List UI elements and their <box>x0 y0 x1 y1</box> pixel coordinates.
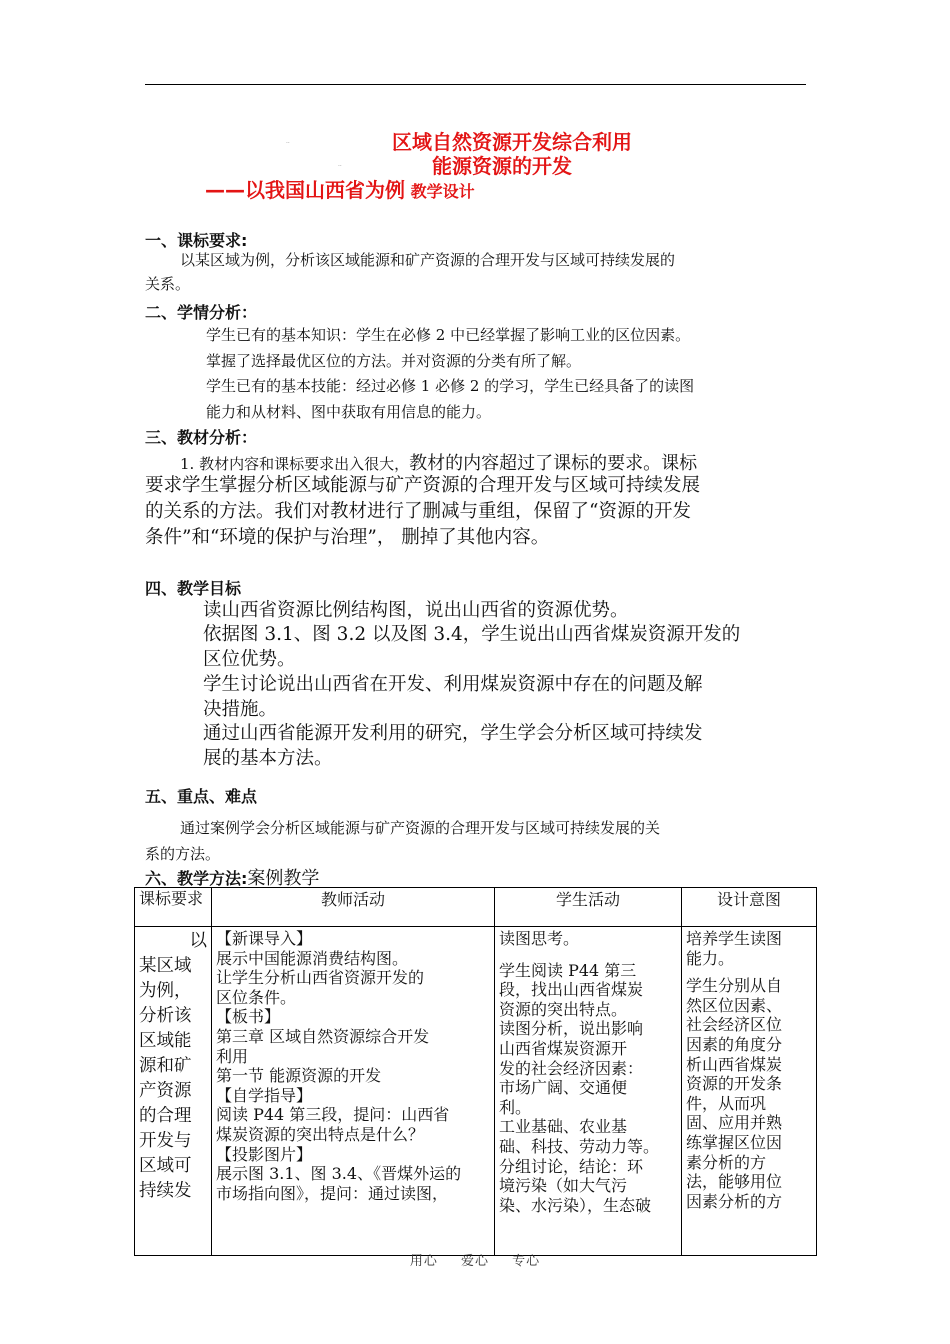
decor-dot: ·· <box>338 163 342 170</box>
cell-line: 源和矿 <box>139 1056 192 1076</box>
header-cell <box>682 888 817 927</box>
cell-line: 工业基础、农业基 <box>499 1117 628 1137</box>
cell-line: 析山西省煤炭 <box>686 1054 783 1074</box>
cell-line: 练掌握区位因 <box>686 1132 783 1152</box>
cell-line: 件，从而巩 <box>686 1093 767 1113</box>
cell-line: 能力。 <box>686 948 735 968</box>
cell-line: 展示图 3.1、图 3.4、《晋煤外运的 <box>216 1164 462 1184</box>
section-3-line-part: 教材的内容超过了课标的要求。课标 <box>409 453 698 474</box>
cell-line: 煤炭资源的突出特点是什么？ <box>216 1124 425 1144</box>
cell-line: 开发与 <box>139 1131 192 1151</box>
header-label: 设计意图 <box>716 890 781 909</box>
section-heading-1: 一、课标要求: <box>145 231 248 250</box>
cell-line: 【新课导入】 <box>216 929 313 948</box>
table-row <box>135 927 817 1256</box>
cell-line: 社会经济区位 <box>686 1015 783 1035</box>
objective-line: 依据图 3.1、图 3.2 以及图 3.4，学生说出山西省煤炭资源开发的 <box>203 624 741 645</box>
section-heading-3: 三、教材分析： <box>145 428 258 447</box>
cell-line: 固、应用并熟 <box>686 1113 783 1133</box>
teacher-activity-cell <box>212 927 495 1256</box>
cell-line: 市场指向图》，提问：通过读图， <box>216 1183 449 1203</box>
cell-line: 以 <box>189 931 207 951</box>
cell-line: 【自学指导】 <box>216 1085 313 1105</box>
section-3-line: 要求学生掌握分析区域能源与矿产资源的合理开发与区域可持续发展 <box>145 475 701 496</box>
lesson-plan-table <box>134 887 817 1256</box>
cell-line: 利用 <box>216 1046 249 1066</box>
cell-line: 学生分别从自 <box>686 976 783 996</box>
section-heading-4: 四、教学目标 <box>145 579 242 598</box>
doc-title-line2: 能源资源的开发 <box>432 154 572 178</box>
objective-line: 决措施。 <box>203 699 278 720</box>
header-label: 课标要求 <box>139 889 204 908</box>
cell-line: 因素的角度分 <box>686 1034 783 1054</box>
cell-line: 境污染（如大气污 <box>499 1176 628 1196</box>
section-2-line: 学生已有的基本技能：经过必修 1 必修 2 的学习，学生已经具备了的读图 <box>206 377 695 395</box>
cell-line: 为例， <box>139 981 192 1001</box>
section-3-line: 条件”和“环境的保护与治理”， 删掉了其他内容。 <box>145 527 550 548</box>
cell-line: 第三章 区域自然资源综合开发 <box>216 1026 430 1046</box>
doc-title-line3 <box>205 174 475 203</box>
cell-line: 利。 <box>499 1097 532 1117</box>
cell-line: 读图思考。 <box>499 929 580 948</box>
cell-line: 法，能够用位 <box>686 1172 783 1192</box>
section-3-line <box>180 449 697 475</box>
cell-line: 培养学生读图 <box>686 929 783 948</box>
objective-line: 通过山西省能源开发利用的研究，学生学会分析区域可持续发 <box>203 723 703 744</box>
section-heading-5: 五、重点、难点 <box>145 787 258 806</box>
cell-line: 产资源 <box>139 1081 192 1101</box>
objective-line: 学生讨论说出山西省在开发、利用煤炭资源中存在的问题及解 <box>203 674 703 695</box>
header-cell <box>495 888 682 927</box>
cell-line: 读图分析，说出影响 <box>499 1019 644 1039</box>
section-1-line: 以某区域为例，分析该区域能源和矿产资源的合理开发与区域可持续发展的 <box>180 251 676 269</box>
section-3-line: 的关系的方法。我们对教材进行了删减与重组，保留了“资源的开发 <box>145 501 691 522</box>
header-label: 教师活动 <box>320 890 385 909</box>
cell-line: 段，找出山西省煤炭 <box>499 980 644 1000</box>
cell-line: 素分析的方 <box>686 1152 767 1172</box>
cell-line: 【投影图片】 <box>216 1144 313 1164</box>
objective-line: 区位优势。 <box>203 649 296 670</box>
cell-line: 【板书】 <box>216 1007 281 1027</box>
section-6-label: 六、教学方法: <box>145 869 248 888</box>
doc-title-line1: 区域自然资源开发综合利用 <box>392 130 632 154</box>
section-3-line-part: 1. 教材内容和课标要求出入很大， <box>180 455 410 473</box>
header-rule <box>145 84 806 85</box>
design-intent-cell <box>682 927 817 1256</box>
title-subject: ——以我国山西省为例 <box>205 178 405 202</box>
cell-line: 展示中国能源消费结构图。 <box>216 948 409 968</box>
cell-line: 因素分析的方 <box>686 1191 783 1211</box>
objective-line: 读山西省资源比例结构图，说出山西省的资源优势。 <box>203 600 629 621</box>
cell-line: 础、科技、劳动力等。 <box>499 1136 660 1156</box>
cell-line: 持续发 <box>139 1181 192 1201</box>
section-2-line: 能力和从材料、图中获取有用信息的能力。 <box>206 403 492 421</box>
student-activity-cell <box>495 927 682 1256</box>
page-footer: 用心 爱心 专心 <box>409 1254 541 1269</box>
curriculum-cell <box>135 927 212 1256</box>
cell-line: 分析该 <box>139 1006 192 1026</box>
decor-dot: ·· <box>286 140 290 147</box>
header-cell <box>212 888 495 927</box>
section-5-line: 系的方法。 <box>145 845 221 863</box>
cell-line: 学生阅读 P44 第三 <box>499 960 637 980</box>
cell-line: 资源的突出特点。 <box>499 999 628 1019</box>
table-header-row <box>135 888 817 927</box>
section-1-line: 关系。 <box>145 275 191 293</box>
objective-line: 展的基本方法。 <box>203 748 333 769</box>
section-5-line: 通过案例学会分析区域能源与矿产资源的合理开发与区域可持续发展的关 <box>180 819 661 837</box>
cell-line: 市场广阔、交通便 <box>499 1078 628 1098</box>
cell-line: 的合理 <box>139 1106 192 1126</box>
cell-line: 山西省煤炭资源开 <box>499 1038 628 1058</box>
cell-line: 阅读 P44 第三段，提问：山西省 <box>216 1105 450 1125</box>
title-suffix: 教学设计 <box>410 182 475 201</box>
cell-line: 区域能 <box>139 1031 192 1051</box>
header-cell <box>135 888 212 927</box>
cell-line: 让学生分析山西省资源开发的 <box>216 968 425 988</box>
cell-line: 分组讨论，结论：环 <box>499 1156 644 1176</box>
cell-line: 然区位因素、 <box>686 995 783 1015</box>
cell-line: 区位条件。 <box>216 987 297 1007</box>
cell-line: 区域可 <box>139 1156 192 1176</box>
section-2-line: 掌握了选择最优区位的方法。并对资源的分类有所了解。 <box>206 352 582 370</box>
section-heading-2: 二、学情分析： <box>145 303 258 322</box>
cell-line: 染、水污染），生态破 <box>499 1195 652 1215</box>
cell-line: 发的社会经济因素： <box>499 1058 644 1078</box>
header-label: 学生活动 <box>555 890 620 909</box>
teaching-method: 案例教学 <box>247 868 320 889</box>
cell-line: 第一节 能源资源的开发 <box>216 1066 382 1086</box>
section-2-line: 学生已有的基本知识：学生在必修 2 中已经掌握了影响工业的区位因素。 <box>206 326 691 344</box>
cell-line: 资源的开发条 <box>686 1074 783 1094</box>
cell-line: 某区域 <box>139 956 192 976</box>
